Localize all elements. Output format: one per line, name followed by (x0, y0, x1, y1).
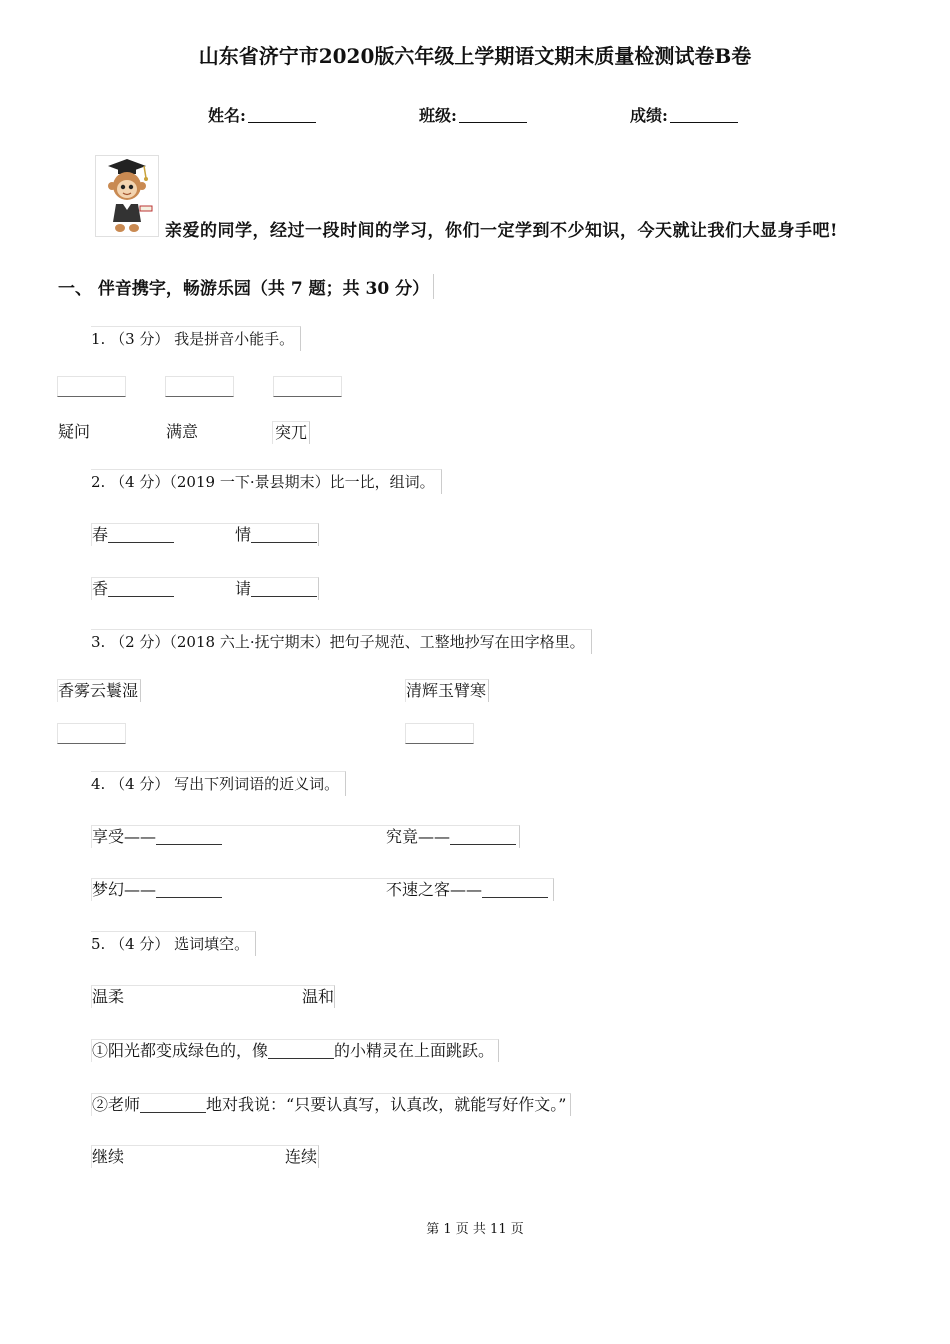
poem-phrase: 香雾云鬟湿 (57, 679, 141, 702)
section-heading: 一、 伴音携字，畅游乐园（共 7 题；共 30 分） (58, 274, 434, 299)
answer-blank[interactable] (251, 526, 317, 543)
word-item: 突兀 (272, 421, 310, 444)
synonym-word: 梦幻—— (92, 880, 157, 899)
answer-blank[interactable] (482, 881, 548, 898)
class-field[interactable] (419, 103, 527, 126)
sentence-2 (91, 1093, 571, 1116)
answer-blank[interactable] (156, 881, 222, 898)
name-blank[interactable] (248, 106, 316, 123)
synonym-row-1 (91, 825, 520, 848)
score-label: 成绩: (630, 106, 668, 125)
greeting-text: 亲爱的同学，经过一段时间的学习，你们一定学到不少知识，今天就让我们大显身手吧! (165, 221, 838, 241)
pinyin-box-3[interactable] (273, 376, 342, 397)
sentence-text: 的小精灵在上面跳跃。 (334, 1041, 495, 1060)
compare-char: 情 (235, 525, 252, 544)
score-field[interactable] (630, 103, 738, 126)
sentence-text: 地对我说：“只要认真写，认真改，就能写好作文。” (206, 1095, 567, 1114)
grid-box-2[interactable] (405, 723, 474, 744)
pinyin-box-2[interactable] (165, 376, 234, 397)
poem-phrase: 清辉玉臂寒 (405, 679, 489, 702)
grid-box-1[interactable] (57, 723, 126, 744)
sentence-text: ①阳光都变成绿色的，像 (92, 1041, 269, 1060)
word-choice-row-2 (91, 1145, 319, 1168)
word-item: 满意 (166, 422, 199, 441)
word-choice-row-1 (91, 985, 335, 1008)
compare-char: 香 (92, 579, 109, 598)
choice-word: 继续 (92, 1147, 125, 1166)
question-5-heading: 5. （4 分） 选词填空。 (91, 931, 256, 956)
class-blank[interactable] (459, 106, 527, 123)
score-blank[interactable] (670, 106, 738, 123)
mascot-illustration (95, 155, 159, 237)
page-title: 山东省济宁市2020版六年级上学期语文期末质量检测试卷B卷 (198, 44, 752, 68)
synonym-word: 享受—— (92, 827, 157, 846)
sentence-1 (91, 1039, 499, 1062)
answer-blank[interactable] (156, 828, 222, 845)
choice-word: 温柔 (92, 987, 125, 1006)
answer-blank[interactable] (108, 526, 174, 543)
question-4-heading: 4. （4 分） 写出下列词语的近义词。 (91, 771, 346, 796)
sentence-text: ②老师 (92, 1095, 141, 1114)
word-item: 疑问 (58, 422, 91, 441)
name-label: 姓名: (208, 106, 246, 125)
compare-char: 请 (235, 579, 252, 598)
page-number: 第 1 页 共 11 页 (426, 1222, 524, 1237)
synonym-word: 究竟—— (386, 827, 451, 846)
compare-row-1 (91, 523, 319, 546)
answer-blank[interactable] (108, 580, 174, 597)
graduate-monkey-icon (96, 156, 158, 236)
question-3-heading: 3. （2 分）（2018 六上·抚宁期末）把句子规范、工整地抄写在田字格里。 (91, 629, 592, 654)
compare-row-2 (91, 577, 319, 600)
question-1-heading: 1. （3 分） 我是拼音小能手。 (91, 326, 301, 351)
compare-char: 春 (92, 525, 109, 544)
question-2-heading: 2. （4 分）（2019 一下·景县期末）比一比，组词。 (91, 469, 442, 494)
name-field[interactable] (208, 103, 316, 126)
synonym-row-2 (91, 878, 554, 901)
choice-word: 连续 (285, 1147, 318, 1166)
answer-blank[interactable] (140, 1096, 206, 1113)
answer-blank[interactable] (450, 828, 516, 845)
answer-blank[interactable] (268, 1042, 334, 1059)
synonym-word: 不速之客—— (386, 880, 483, 899)
class-label: 班级: (419, 106, 457, 125)
pinyin-box-1[interactable] (57, 376, 126, 397)
choice-word: 温和 (302, 987, 335, 1006)
answer-blank[interactable] (251, 580, 317, 597)
